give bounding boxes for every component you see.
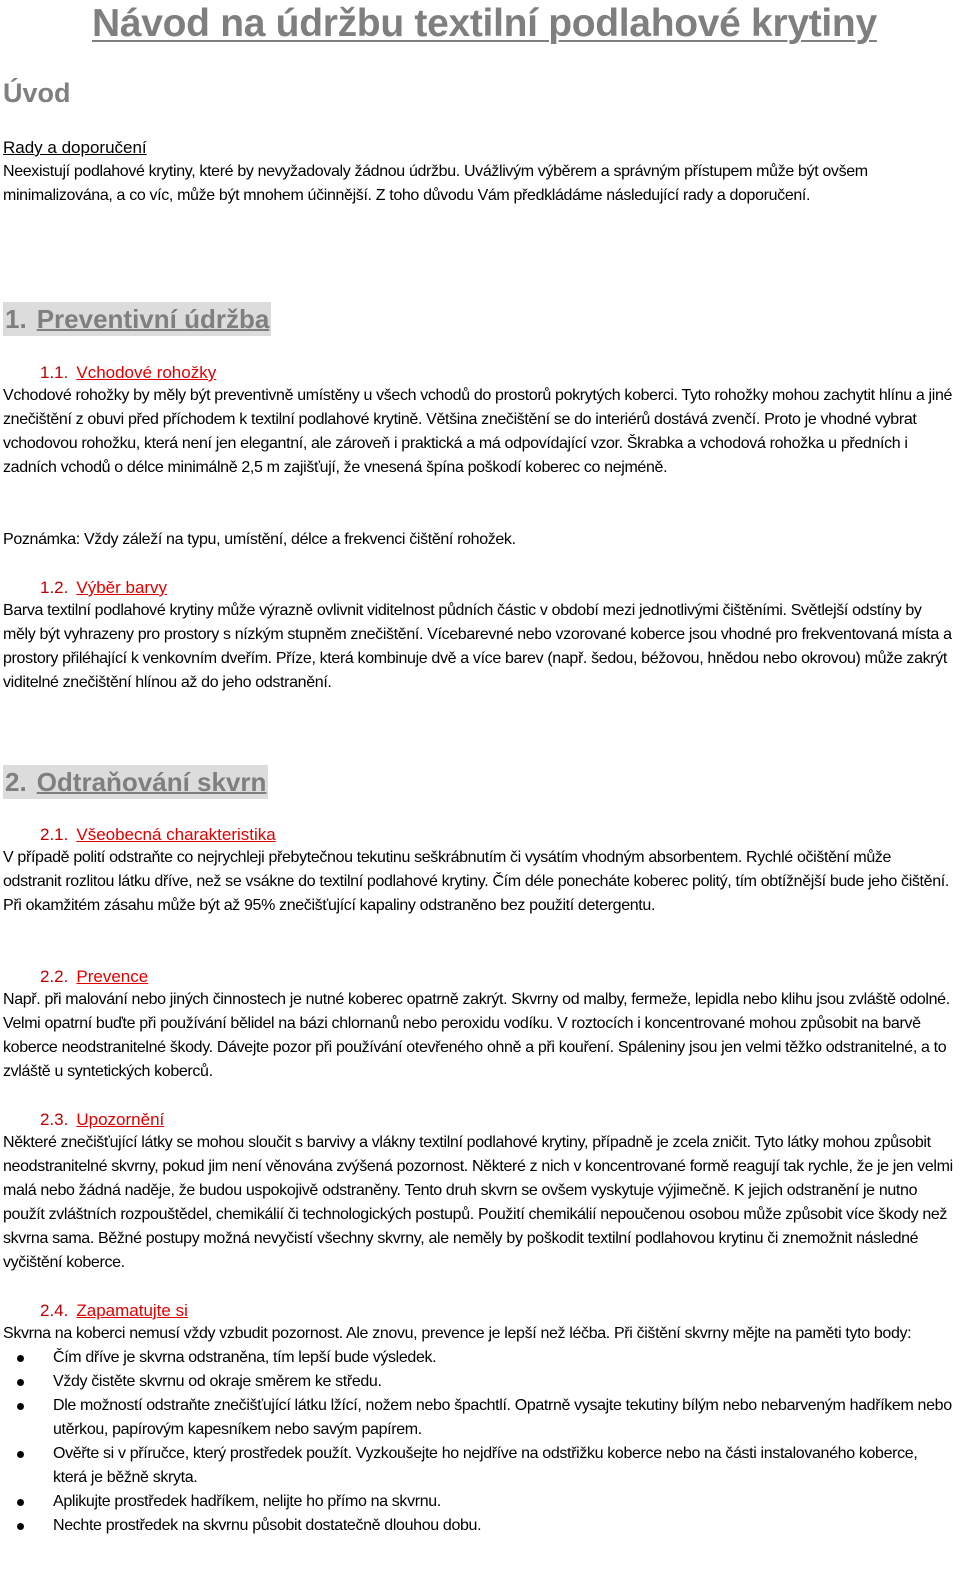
remember-list [3, 1346, 953, 1538]
subsection-2-1-body [3, 846, 953, 918]
subsection-2-1-title: Všeobecná charakteristika [76, 825, 276, 844]
bullet-icon [17, 1523, 24, 1530]
bullet-icon [17, 1403, 24, 1410]
list-item [3, 1394, 953, 1442]
subsection-1-1-title: Vchodové rohožky [76, 363, 217, 382]
list-item [3, 1490, 953, 1514]
list-item [3, 1346, 953, 1370]
subsection-1-1-note-block [3, 528, 953, 552]
list-item [3, 1370, 953, 1394]
subsection-1-1-body [3, 384, 953, 480]
list-item-text: Ověřte si v příručce, který prostředek použít. Vyzkoušejte ho nejdříve na odstřižku koberce nebo na části instalovaného koberce, která je běžně skryta. [53, 1445, 918, 1486]
subsection-2-3-number: 2.3. [40, 1110, 69, 1129]
subsection-2-1-number: 2.1. [40, 825, 69, 844]
list-item-text: Nechte prostředek na skvrnu působit dostatečně dlouhou dobu. [53, 1517, 482, 1534]
subsection-1-2-title: Výběr barvy [76, 578, 168, 597]
subsection-1-1-note: Poznámka: Vždy záleží na typu, umístění, délce a frekvenci čištění rohožek. [3, 531, 516, 548]
subsection-2-2-heading [40, 966, 148, 988]
subsection-1-1-number: 1.1. [40, 363, 69, 382]
subsection-2-4-text: Skvrna na koberci nemusí vždy vzbudit pozornost. Ale znovu, prevence je lepší než léčba. Při čištění skvrny mějte na paměti tyto body: [3, 1325, 912, 1342]
subsection-2-4-body [3, 1322, 953, 1538]
subsection-1-1-text: Vchodové rohožky by měly být preventivně umístěny u všech vchodů do prostorů pokrytých koberci. Tyto rohožky mohou zachytit hlínu a jiné znečištění z obuvi před příchodem k textilní podlahové krytině. Většina znečištění se do interiérů dostává zvenčí. Proto je vhodné vybrat vchodovou rohožku, která není jen elegantní, ale zároveň i praktická a má odpovídající vzor. Škrabka a vchodová rohožka u předních i zadních vchodů o délce minimálně 2,5 m zajišťují, že vnesená špína poškodí koberec co nejméně. [3, 387, 953, 476]
bullet-icon [17, 1451, 24, 1458]
subsection-2-2-number: 2.2. [40, 967, 69, 986]
subsection-2-3-heading [40, 1109, 164, 1131]
subsection-2-2-text: Např. při malování nebo jiných činnostech je nutné koberec opatrně zakrýt. Skvrny od malby, fermeže, lepidla nebo klihu jsou zvláště odolné. Velmi opatrní buďte při používání bělidel na bázi chlornanů nebo peroxidu vodíku. V roztocích i koncentrované mohou způsobit na barvě koberce neodstranitelné škody. Dávejte pozor při používání otevřeného ohně a při kouření. Spáleniny jsou jen velmi těžko odstranitelné, a to zvláště u syntetických koberců. [3, 991, 950, 1080]
intro-heading: Úvod [3, 78, 71, 108]
bullet-icon [17, 1379, 24, 1386]
subsection-2-3-title: Upozornění [76, 1110, 165, 1129]
intro-text: Neexistují podlahové krytiny, které by nevyžadovaly žádnou údržbu. Uvážlivým výběrem a správným přístupem může být ovšem minimalizována, a co víc, může být mnohem účinnější. Z toho důvodu Vám předkládáme následující rady a doporučení. [3, 163, 868, 204]
subsection-1-2-body [3, 599, 953, 695]
list-item [3, 1514, 953, 1538]
subsection-2-4-heading [40, 1300, 188, 1322]
list-item-text: Čím dříve je skvrna odstraněna, tím lepší bude výsledek. [53, 1349, 437, 1366]
subsection-2-1-heading [40, 824, 276, 846]
list-item-text: Aplikujte prostředek hadříkem, nelijte ho přímo na skvrnu. [53, 1493, 441, 1510]
subsection-1-2-number: 1.2. [40, 578, 69, 597]
subsection-2-1-text: V případě polití odstraňte co nejrychleji přebytečnou tekutinu seškrábnutím či vysátím vhodným absorbentem. Rychlé očištění může odstranit rozlitou látku dříve, než se vsákne do textilní podlahové krytiny. Čím déle ponecháte koberec politý, tím obtížnější bude jeho čištění. [3, 849, 949, 890]
subsection-1-2-heading [40, 577, 167, 599]
subsection-2-3-text: Některé znečišťující látky se mohou sloučit s barvivy a vlákny textilní podlahové krytiny, případně je zcela zničit. Tyto látky mohou způsobit neodstranitelné skvrny, pokud jim není věnována zvýšená pozornost. Některé z nich v koncentrované formě reagují tak rychle, že je jen velmi malá nebo žádná naděje, že budou uspokojivě odstraněny. Tento druh skvrn se ovšem vyskytuje výjimečně. K jejich odstranění je nutno použít zvláštních rozpouštědel, chemikálií či technologických postupů. Použití chemikálií nepoučenou osobou může způsobit více škody než skvrna sama. Běžné postupy možná nevyčistí všechny skvrny, ale neměly by poškodit textilní podlahovou krytinu či znemožnit následné vyčištění koberce. [3, 1134, 953, 1271]
list-item [3, 1442, 953, 1490]
subsection-1-1-heading [40, 362, 216, 384]
subsection-2-2-title: Prevence [76, 967, 149, 986]
list-item-text: Vždy čistěte skvrnu od okraje směrem ke středu. [53, 1373, 382, 1390]
subsection-2-4-title: Zapamatujte si [76, 1301, 188, 1320]
intro-section [3, 136, 953, 208]
subsection-2-1-text2: Při okamžitém zásahu může být až 95% znečišťující kapaliny odstraněno bez použití detergentu. [3, 897, 656, 914]
section-1-title: Preventivní údržba [36, 304, 270, 334]
subsection-2-3-body [3, 1131, 953, 1275]
section-2-title: Odtraňování skvrn [36, 767, 267, 797]
section-2-heading [3, 765, 268, 799]
intro-subheading: Rady a doporučení [3, 138, 147, 157]
bullet-icon [17, 1355, 24, 1362]
section-1-number: 1. [5, 304, 27, 334]
subsection-2-4-number: 2.4. [40, 1301, 69, 1320]
subsection-2-2-body [3, 988, 953, 1084]
document-title: Návod na údržbu textilní podlahové krytiny [92, 2, 877, 45]
section-2-number: 2. [5, 767, 27, 797]
subsection-1-2-text: Barva textilní podlahové krytiny může výrazně ovlivnit viditelnost půdních částic v období mezi jednotlivými čištěními. Světlejší odstíny by měly být vyhrazeny pro prostory s nízkým stupněm znečištění. Vícebarevné nebo vzorované koberce jsou vhodné pro frekventovaná místa a prostory přiléhající k venkovním dveřím. Příze, která kombinuje dvě a více barev (např. šedou, béžovou, hnědou nebo okrovou) může zakrýt viditelné znečištění hlínou až do jeho odstranění. [3, 602, 952, 691]
bullet-icon [17, 1499, 24, 1506]
list-item-text: Dle možností odstraňte znečišťující látku lžící, nožem nebo špachtlí. Opatrně vysajte tekutiny bílým nebo nebarveným hadříkem nebo utěrkou, papírovým kapesníkem nebo savým papírem. [53, 1397, 952, 1438]
section-1-heading [3, 302, 271, 336]
